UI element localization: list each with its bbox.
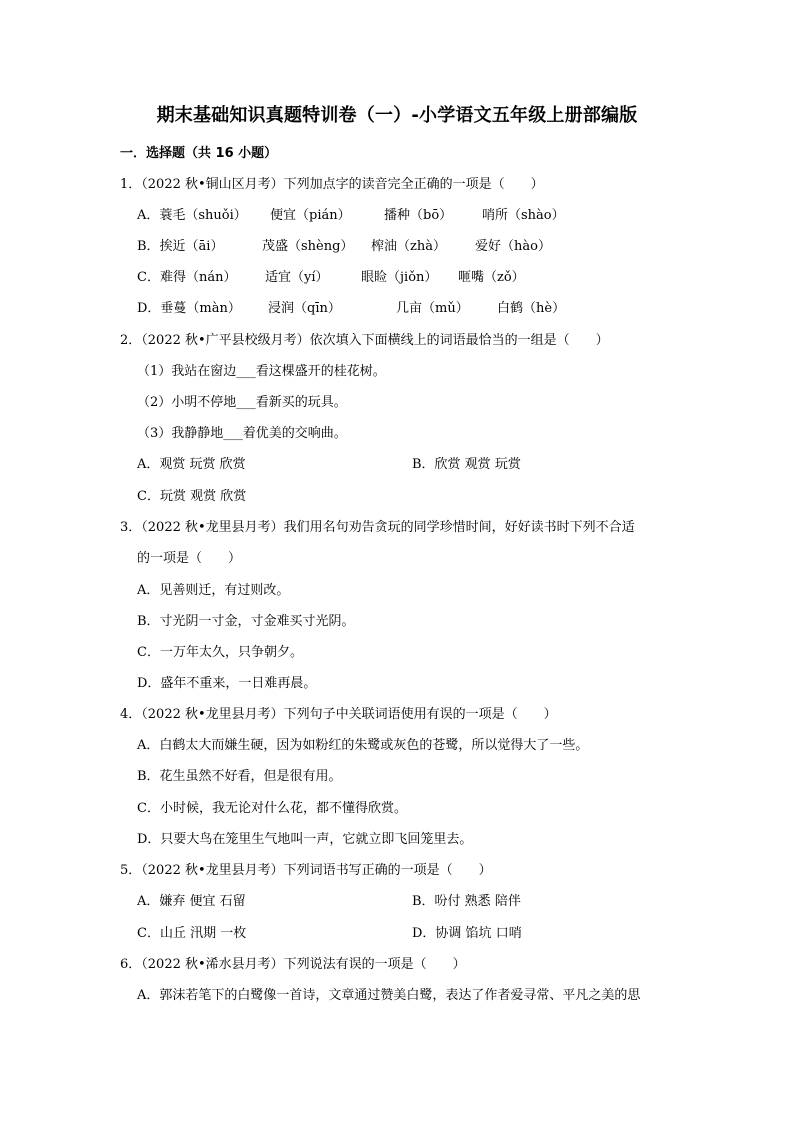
- page-title: 期末基础知识真题特训卷（一）-小学语文五年级上册部编版: [156, 105, 638, 126]
- question-1-stem: 1．（2022 秋•铜山区月考）下列加点字的读音完全正确的一项是（ ）: [120, 177, 544, 192]
- q1-option-b-word-1: B．挨近（āi）: [137, 239, 224, 254]
- q1-option-d-word-1: D．垂蔓（màn）: [137, 301, 241, 316]
- question-5-option-d: D．协调 馅坑 口哨: [412, 926, 522, 941]
- q1-option-b-word-4: 爱好（hào）: [475, 239, 551, 254]
- question-6-stem: 6．（2022 秋•浠水县月考）下列说法有误的一项是（ ）: [120, 957, 466, 972]
- question-2-stem: 2．（2022 秋•广平县校级月考）依次填入下面横线上的词语最恰当的一组是（ ）: [120, 333, 609, 348]
- q1-option-b-word-3: 榨油（zhà）: [371, 239, 446, 254]
- q1-option-d-word-3: 几亩（mǔ）: [396, 301, 469, 316]
- q1-option-c-word-1: C．难得（nán）: [137, 270, 237, 285]
- question-2-sentence-3: （3）我静静地___着优美的交响曲。: [137, 426, 347, 441]
- question-4-option-d: D．只要大鸟在笼里生气地叫一声，它就立即飞回笼里去。: [137, 832, 473, 847]
- q1-option-d-word-2: 浸润（qīn）: [268, 301, 341, 316]
- question-2-sentence-2: （2）小明不停地___看新买的玩具。: [137, 395, 347, 410]
- question-3-stem-line-1: 3．（2022 秋•龙里县月考）我们用名句劝告贪玩的同学珍惜时间，好好读书时下列不合适: [120, 520, 635, 535]
- question-3-option-d: D．盛年不重来，一日难再晨。: [137, 676, 317, 691]
- question-2-option-c: C．玩赏 观赏 欣赏: [137, 489, 247, 504]
- question-6-option-a: A．郭沫若笔下的白鹭像一首诗，文章通过赞美白鹭，表达了作者爱寻常、平凡之美的思: [137, 988, 641, 1003]
- question-4-option-a: A．白鹤太大而嫌生硬，因为如粉红的朱鹭或灰色的苍鹭，所以觉得大了一些。: [137, 738, 589, 753]
- question-4-option-b: B．花生虽然不好看，但是很有用。: [137, 769, 342, 784]
- question-2-option-a: A．观赏 玩赏 欣赏: [137, 457, 246, 472]
- question-3-option-b: B．寸光阴一寸金，寸金难买寸光阴。: [137, 614, 355, 629]
- question-5-option-b: B．吩付 熟悉 陪伴: [412, 894, 521, 909]
- question-2-sentence-1: （1）我站在窗边___看这棵盛开的桂花树。: [137, 364, 386, 379]
- q1-option-a-word-1: A．蓑毛（shuǒi）: [137, 208, 247, 223]
- q1-option-c-word-4: 咂嘴（zǒ）: [458, 270, 525, 285]
- question-3-option-a: A．见善则迁，有过则改。: [137, 583, 290, 598]
- q1-option-a-word-4: 哨所（shào）: [482, 208, 565, 223]
- question-4-option-c: C．小时候，我无论对什么花，都不懂得欣赏。: [137, 801, 407, 816]
- question-2-option-b: B．欣赏 观赏 玩赏: [412, 457, 521, 472]
- q1-option-c-word-3: 眼睑（jiǒn）: [361, 270, 438, 285]
- question-3-option-c: C．一万年太久，只争朝夕。: [137, 645, 303, 660]
- question-3-stem-line-2: 的一项是（ ）: [137, 551, 242, 566]
- q1-option-b-word-2: 茂盛（shèng）: [262, 239, 354, 254]
- q1-option-d-word-4: 白鹤（hè）: [497, 301, 566, 316]
- question-5-option-a: A．嫌弃 便宜 石留: [137, 894, 246, 909]
- section-heading: 一．选择题（共 16 小题）: [120, 146, 278, 161]
- question-5-option-c: C．山丘 汛期 一枚: [137, 926, 247, 941]
- q1-option-a-word-2: 便宜（pián）: [270, 208, 351, 223]
- q1-option-c-word-2: 适宜（yí）: [265, 270, 329, 285]
- question-5-stem: 5．（2022 秋•龙里县月考）下列词语书写正确的一项是（ ）: [120, 863, 492, 878]
- q1-option-a-word-3: 播种（bō）: [384, 208, 453, 223]
- question-4-stem: 4．（2022 秋•龙里县月考）下列句子中关联词语使用有误的一项是（ ）: [120, 707, 557, 722]
